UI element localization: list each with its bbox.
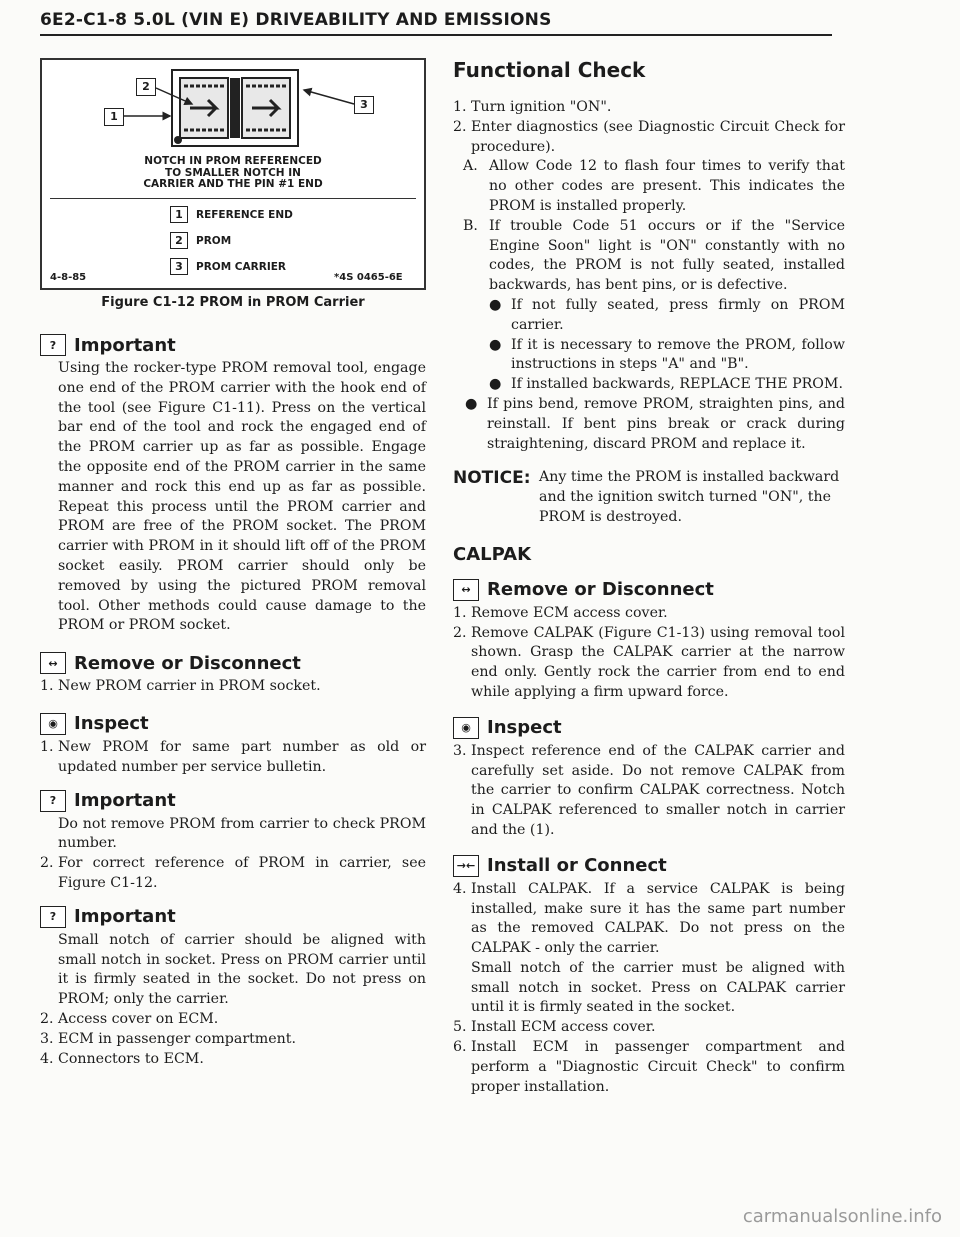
list-item: 1. New PROM carrier in PROM socket.	[40, 678, 321, 695]
list-item: 2. Enter diagnostics (see Diagnostic Circuit Check for procedure).	[453, 118, 845, 155]
important-heading-1: ? Important	[40, 334, 426, 356]
important-icon: ?	[40, 906, 66, 928]
bullet-item: ● If not fully seated, press firmly on PROM carrier.	[489, 296, 845, 333]
important-heading-2: ? Important	[40, 790, 426, 812]
list-item: 2. Remove CALPAK (Figure C1-13) using removal tool shown. Grasp the CALPAK carrier at the narrow end only. Gently rock the carrier from end to end while applying a firm upward force.	[453, 624, 845, 700]
figure-code: *4S 0465-6E	[334, 272, 403, 283]
calpak-inspect-heading: ◉ Inspect	[453, 717, 845, 739]
bullet-item: ● If pins bend, remove PROM, straighten pins, and reinstall. If bent pins break or crack during straightening, discard PROM and replace it.	[465, 395, 845, 452]
list-item: 1. New PROM for same part number as old or updated number per service bulletin.	[40, 738, 426, 775]
left-column	[40, 58, 426, 1069]
important-text-1: Using the rocker-type PROM removal tool, engage one end of the PROM carrier with the hook end of the tool (see Figure C1-11). Press on the vertical bar end of the tool and rock the engaged end of the PROM carrier up as far as possible. Engage the opposite end of the PROM carrier in the same manner and rock this end up as far as possible. Repeat this process until the PROM carrier and PROM are free of the PROM socket. The PROM carrier with PROM in it should lift off of the PROM socket easily. PROM carrier should only be removed by using the pictured PROM removal tool. Other methods could cause damage to the PROM or PROM socket.	[58, 360, 426, 634]
legend-item-prom: 2 PROM	[170, 232, 231, 249]
callout-3: 3	[354, 96, 374, 114]
list-item: 5. Install ECM access cover.	[453, 1019, 656, 1036]
install-note: Small notch of the carrier must be aligned with small notch in socket. Press on CALPAK carrier until it is firmly seated in the socket.	[471, 959, 845, 1016]
important-icon: ?	[40, 334, 66, 356]
list-item: 3. Inspect reference end of the CALPAK carrier and carefully set aside. Do not remove CALPAK from the carrier to confirm CALPAK correctness. Notch in CALPAK referenced to smaller notch in carrier and the (1).	[453, 742, 845, 838]
notice-block	[453, 468, 845, 527]
right-column	[453, 58, 845, 1097]
figure-caption: Figure C1-12 PROM in PROM Carrier	[101, 295, 365, 310]
install-connect-icon: →←	[453, 855, 479, 877]
legend-divider	[50, 198, 416, 199]
callout-arrows	[42, 60, 428, 160]
important-heading-3: ? Important	[40, 906, 426, 928]
legend-item-reference-end: 1 REFERENCE END	[170, 206, 293, 223]
notice-label: NOTICE:	[453, 468, 531, 489]
calpak-remove-heading: ↔ Remove or Disconnect	[453, 579, 845, 601]
callout-2: 2	[136, 78, 156, 96]
functional-check-title: Functional Check	[453, 58, 646, 82]
inspect-heading: ◉ Inspect	[40, 713, 426, 735]
list-item: 2. For correct reference of PROM in carrier, see Figure C1-12.	[40, 855, 426, 891]
remove-disconnect-icon: ↔	[40, 652, 66, 674]
inspect-icon: ◉	[453, 717, 479, 739]
page-header: 6E2-C1-8 5.0L (VIN E) DRIVEABILITY AND EMISSIONS	[40, 10, 552, 30]
list-item: 6. Install ECM in passenger compartment and perform a "Diagnostic Circuit Check" to confirm proper installation.	[453, 1039, 845, 1095]
notch-note: NOTCH IN PROM REFERENCED TO SMALLER NOTCH IN CARRIER AND THE PIN #1 END	[143, 155, 323, 190]
important-text-2: Do not remove PROM from carrier to check PROM number.	[58, 815, 426, 852]
notice-text: Any time the PROM is installed backward and the ignition switch turned "ON", the PROM is destroyed.	[539, 469, 840, 525]
calpak-install-heading: →← Install or Connect	[453, 855, 845, 877]
list-item: 1. Turn ignition "ON".	[453, 99, 612, 115]
list-item: 2. Access cover on ECM.	[40, 1010, 219, 1027]
list-item: 3. ECM in passenger compartment.	[40, 1030, 297, 1047]
header-rule	[40, 34, 832, 36]
prom-figure	[40, 58, 426, 290]
calpak-title: CALPAK	[453, 543, 532, 565]
remove-heading: ↔ Remove or Disconnect	[40, 652, 426, 674]
list-item: 4. Install CALPAK. If a service CALPAK is being installed, make sure it has the same part number as the removed CALPAK. Do not press on the CALPAK - only the carrier.	[453, 880, 845, 957]
important-icon: ?	[40, 790, 66, 812]
important-text-3: Small notch of carrier should be aligned with small notch in socket. Press on PROM carrier until it is firmly seated in the socket. Do not press on PROM; only the carrier.	[58, 931, 426, 1008]
bullet-item: ● If it is necessary to remove the PROM, follow instructions in steps "A" and "B".	[489, 336, 845, 373]
bullet-item: ● If installed backwards, REPLACE THE PROM.	[489, 376, 843, 393]
list-item: 4. Connectors to ECM.	[40, 1050, 204, 1067]
list-item: A. Allow Code 12 to flash four times to verify that no other codes are present. This indicates the PROM is installed properly.	[463, 158, 845, 214]
callout-1: 1	[104, 108, 124, 126]
list-item: B. If trouble Code 51 occurs or if the "Service Engine Soon" light is "ON" constantly with no codes, the PROM is not fully seated, installed backwards, has bent pins, or is defective.	[463, 217, 845, 294]
figure-date: 4-8-85	[50, 272, 87, 283]
legend-item-prom-carrier: 3 PROM CARRIER	[170, 258, 286, 275]
remove-disconnect-icon: ↔	[453, 579, 479, 601]
list-item: 1. Remove ECM access cover.	[453, 604, 668, 621]
inspect-icon: ◉	[40, 713, 66, 735]
watermark: carmanualsonline.info	[742, 1206, 942, 1227]
